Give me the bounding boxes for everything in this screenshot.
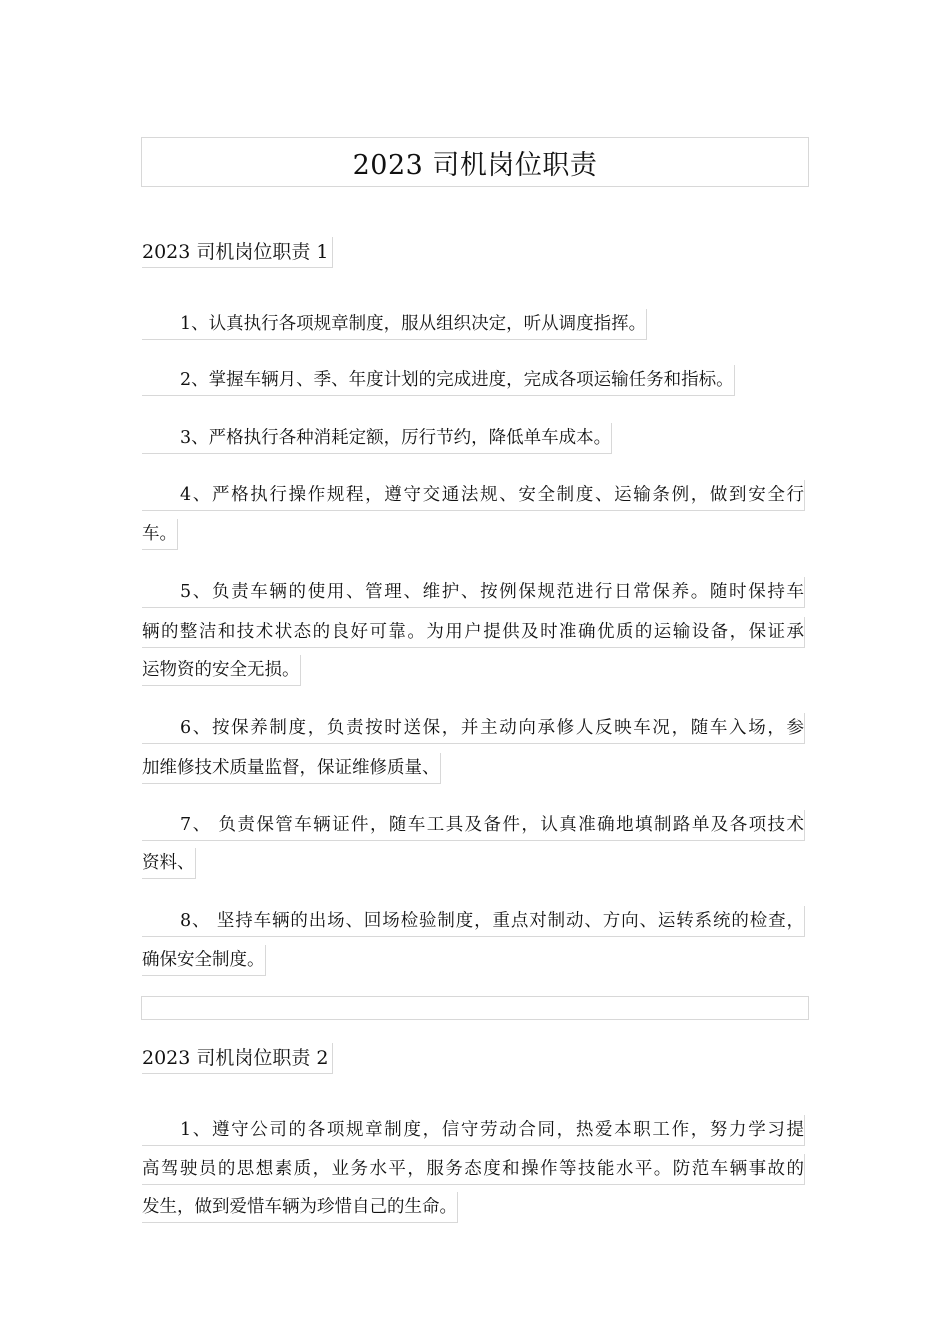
s1-item-4-line-2: 车。 [142, 519, 178, 550]
s1-item-5-line-2: 辆的整洁和技术状态的良好可靠。为用户提供及时准确优质的运输设备，保证承 [142, 617, 805, 648]
s1-item-8-line-2: 确保安全制度。 [142, 945, 266, 976]
s1-item-8-line-1: 8、 坚持车辆的出场、回场检验制度，重点对制动、方向、运转系统的检查， [142, 906, 805, 937]
s2-item-1-line-1: 1、遵守公司的各项规章制度，信守劳动合同，热爱本职工作，努力学习提 [142, 1115, 805, 1146]
s1-item-5-line-3: 运物资的安全无损。 [142, 655, 301, 686]
document-title: 2023 司机岗位职责 [141, 137, 809, 187]
s1-item-3: 3、严格执行各种消耗定额，厉行节约，降低单车成本。 [142, 423, 612, 454]
section-1-heading: 2023 司机岗位职责 1 [142, 237, 333, 268]
section-2-heading: 2023 司机岗位职责 2 [142, 1043, 333, 1074]
s1-item-6-line-1: 6、按保养制度，负责按时送保，并主动向承修人反映车况，随车入场，参 [142, 713, 805, 744]
section-divider-box [141, 996, 809, 1020]
s1-item-4-line-1: 4、严格执行操作规程，遵守交通法规、安全制度、运输条例，做到安全行 [142, 480, 805, 511]
s1-item-1: 1、认真执行各项规章制度，服从组织决定，听从调度指挥。 [142, 309, 647, 340]
s2-item-1-line-3: 发生，做到爱惜车辆为珍惜自己的生命。 [142, 1192, 458, 1223]
s2-item-1-line-2: 高驾驶员的思想素质，业务水平，服务态度和操作等技能水平。防范车辆事故的 [142, 1154, 805, 1185]
s1-item-7-line-1: 7、 负责保管车辆证件，随车工具及备件，认真准确地填制路单及各项技术 [142, 810, 805, 841]
s1-item-7-line-2: 资料、 [142, 848, 196, 879]
s1-item-5-line-1: 5、负责车辆的使用、管理、维护、按例保规范进行日常保养。随时保持车 [142, 577, 805, 608]
s1-item-2: 2、掌握车辆月、季、年度计划的完成进度，完成各项运输任务和指标。 [142, 365, 735, 396]
s1-item-6-line-2: 加维修技术质量监督，保证维修质量、 [142, 753, 441, 784]
